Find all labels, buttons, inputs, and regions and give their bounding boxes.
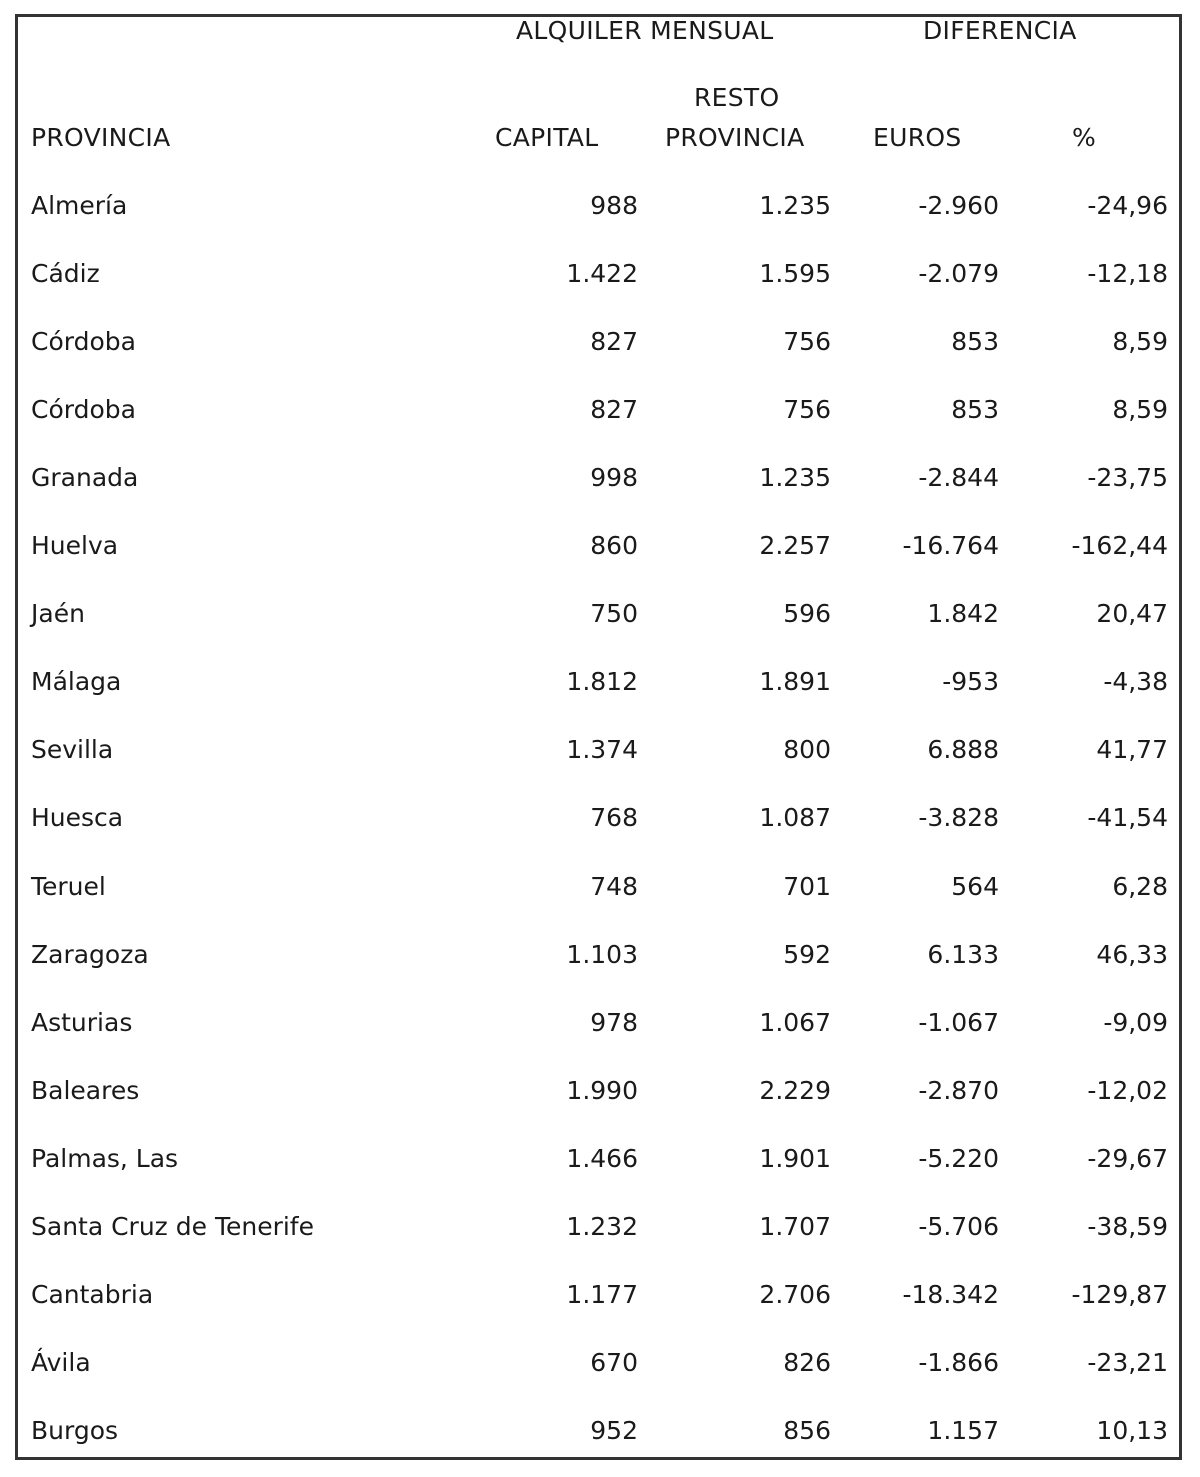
cell-resto: 1.087: [759, 803, 831, 832]
header-euros: EUROS: [873, 123, 962, 152]
cell-euros: -5.220: [918, 1144, 999, 1173]
cell-provincia: Baleares: [31, 1076, 140, 1105]
cell-resto: 1.707: [759, 1212, 831, 1241]
cell-provincia: Cádiz: [31, 259, 100, 288]
cell-euros: 853: [951, 327, 999, 356]
cell-provincia: Cantabria: [31, 1280, 154, 1309]
cell-capital: 670: [590, 1348, 638, 1377]
cell-resto: 1.891: [759, 667, 831, 696]
cell-percent: 10,13: [1096, 1416, 1168, 1445]
cell-provincia: Huesca: [31, 803, 124, 832]
cell-provincia: Santa Cruz de Tenerife: [31, 1212, 314, 1241]
cell-euros: 6.888: [927, 735, 999, 764]
cell-euros: -2.960: [918, 191, 999, 220]
cell-percent: -29,67: [1087, 1144, 1168, 1173]
cell-euros: -1.866: [918, 1348, 999, 1377]
cell-euros: 1.157: [927, 1416, 999, 1445]
cell-capital: 1.422: [566, 259, 638, 288]
cell-percent: -162,44: [1071, 531, 1168, 560]
cell-provincia: Asturias: [31, 1008, 133, 1037]
cell-percent: -24,96: [1087, 191, 1168, 220]
cell-capital: 860: [590, 531, 638, 560]
cell-capital: 768: [590, 803, 638, 832]
cell-capital: 750: [590, 599, 638, 628]
cell-capital: 748: [590, 872, 638, 901]
cell-provincia: Palmas, Las: [31, 1144, 179, 1173]
cell-provincia: Zaragoza: [31, 940, 149, 969]
cell-resto: 756: [783, 327, 831, 356]
cell-euros: 6.133: [927, 940, 999, 969]
cell-euros: -2.079: [918, 259, 999, 288]
cell-provincia: Granada: [31, 463, 139, 492]
cell-resto: 2.706: [759, 1280, 831, 1309]
cell-resto: 701: [783, 872, 831, 901]
cell-percent: 8,59: [1112, 327, 1168, 356]
header-group-alquiler: ALQUILER MENSUAL: [516, 16, 774, 45]
cell-provincia: Huelva: [31, 531, 119, 560]
cell-resto: 856: [783, 1416, 831, 1445]
cell-provincia: Almería: [31, 191, 128, 220]
cell-percent: -12,02: [1087, 1076, 1168, 1105]
cell-percent: -38,59: [1087, 1212, 1168, 1241]
cell-resto: 800: [783, 735, 831, 764]
cell-percent: -41,54: [1087, 803, 1168, 832]
cell-percent: -9,09: [1103, 1008, 1168, 1037]
cell-percent: 20,47: [1096, 599, 1168, 628]
header-resto: RESTO: [694, 83, 780, 112]
cell-capital: 1.812: [566, 667, 638, 696]
cell-capital: 988: [590, 191, 638, 220]
cell-resto: 592: [783, 940, 831, 969]
cell-percent: 41,77: [1096, 735, 1168, 764]
cell-provincia: Jaén: [31, 599, 85, 628]
cell-percent: 6,28: [1112, 872, 1168, 901]
cell-resto: 2.229: [759, 1076, 831, 1105]
cell-percent: -12,18: [1087, 259, 1168, 288]
cell-euros: -16.764: [902, 531, 999, 560]
cell-euros: -1.067: [918, 1008, 999, 1037]
cell-provincia: Teruel: [31, 872, 106, 901]
cell-euros: 564: [951, 872, 999, 901]
cell-capital: 1.466: [566, 1144, 638, 1173]
cell-capital: 827: [590, 327, 638, 356]
cell-euros: -2.870: [918, 1076, 999, 1105]
cell-capital: 978: [590, 1008, 638, 1037]
cell-percent: 46,33: [1096, 940, 1168, 969]
cell-euros: 1.842: [927, 599, 999, 628]
cell-provincia: Burgos: [31, 1416, 119, 1445]
cell-resto: 1.067: [759, 1008, 831, 1037]
cell-percent: -23,75: [1087, 463, 1168, 492]
cell-capital: 1.177: [566, 1280, 638, 1309]
cell-capital: 1.103: [566, 940, 638, 969]
cell-capital: 998: [590, 463, 638, 492]
cell-resto: 1.235: [759, 463, 831, 492]
cell-provincia: Córdoba: [31, 395, 136, 424]
header-resto-provincia: PROVINCIA: [665, 123, 805, 152]
cell-resto: 596: [783, 599, 831, 628]
cell-percent: -129,87: [1071, 1280, 1168, 1309]
header-capital: CAPITAL: [495, 123, 599, 152]
cell-euros: -2.844: [918, 463, 999, 492]
cell-resto: 756: [783, 395, 831, 424]
cell-percent: -4,38: [1103, 667, 1168, 696]
header-group-diferencia: DIFERENCIA: [923, 16, 1077, 45]
cell-percent: -23,21: [1087, 1348, 1168, 1377]
cell-capital: 952: [590, 1416, 638, 1445]
cell-capital: 1.990: [566, 1076, 638, 1105]
cell-resto: 1.235: [759, 191, 831, 220]
cell-capital: 1.232: [566, 1212, 638, 1241]
cell-provincia: Málaga: [31, 667, 122, 696]
cell-resto: 1.595: [759, 259, 831, 288]
cell-euros: -953: [942, 667, 999, 696]
cell-percent: 8,59: [1112, 395, 1168, 424]
cell-euros: -3.828: [918, 803, 999, 832]
cell-euros: -18.342: [902, 1280, 999, 1309]
cell-capital: 1.374: [566, 735, 638, 764]
cell-provincia: Sevilla: [31, 735, 114, 764]
cell-euros: 853: [951, 395, 999, 424]
cell-resto: 2.257: [759, 531, 831, 560]
cell-euros: -5.706: [918, 1212, 999, 1241]
cell-provincia: Córdoba: [31, 327, 136, 356]
cell-provincia: Ávila: [31, 1348, 91, 1377]
header-percent: %: [1072, 123, 1097, 152]
cell-resto: 826: [783, 1348, 831, 1377]
cell-capital: 827: [590, 395, 638, 424]
cell-resto: 1.901: [759, 1144, 831, 1173]
header-provincia: PROVINCIA: [31, 123, 171, 152]
